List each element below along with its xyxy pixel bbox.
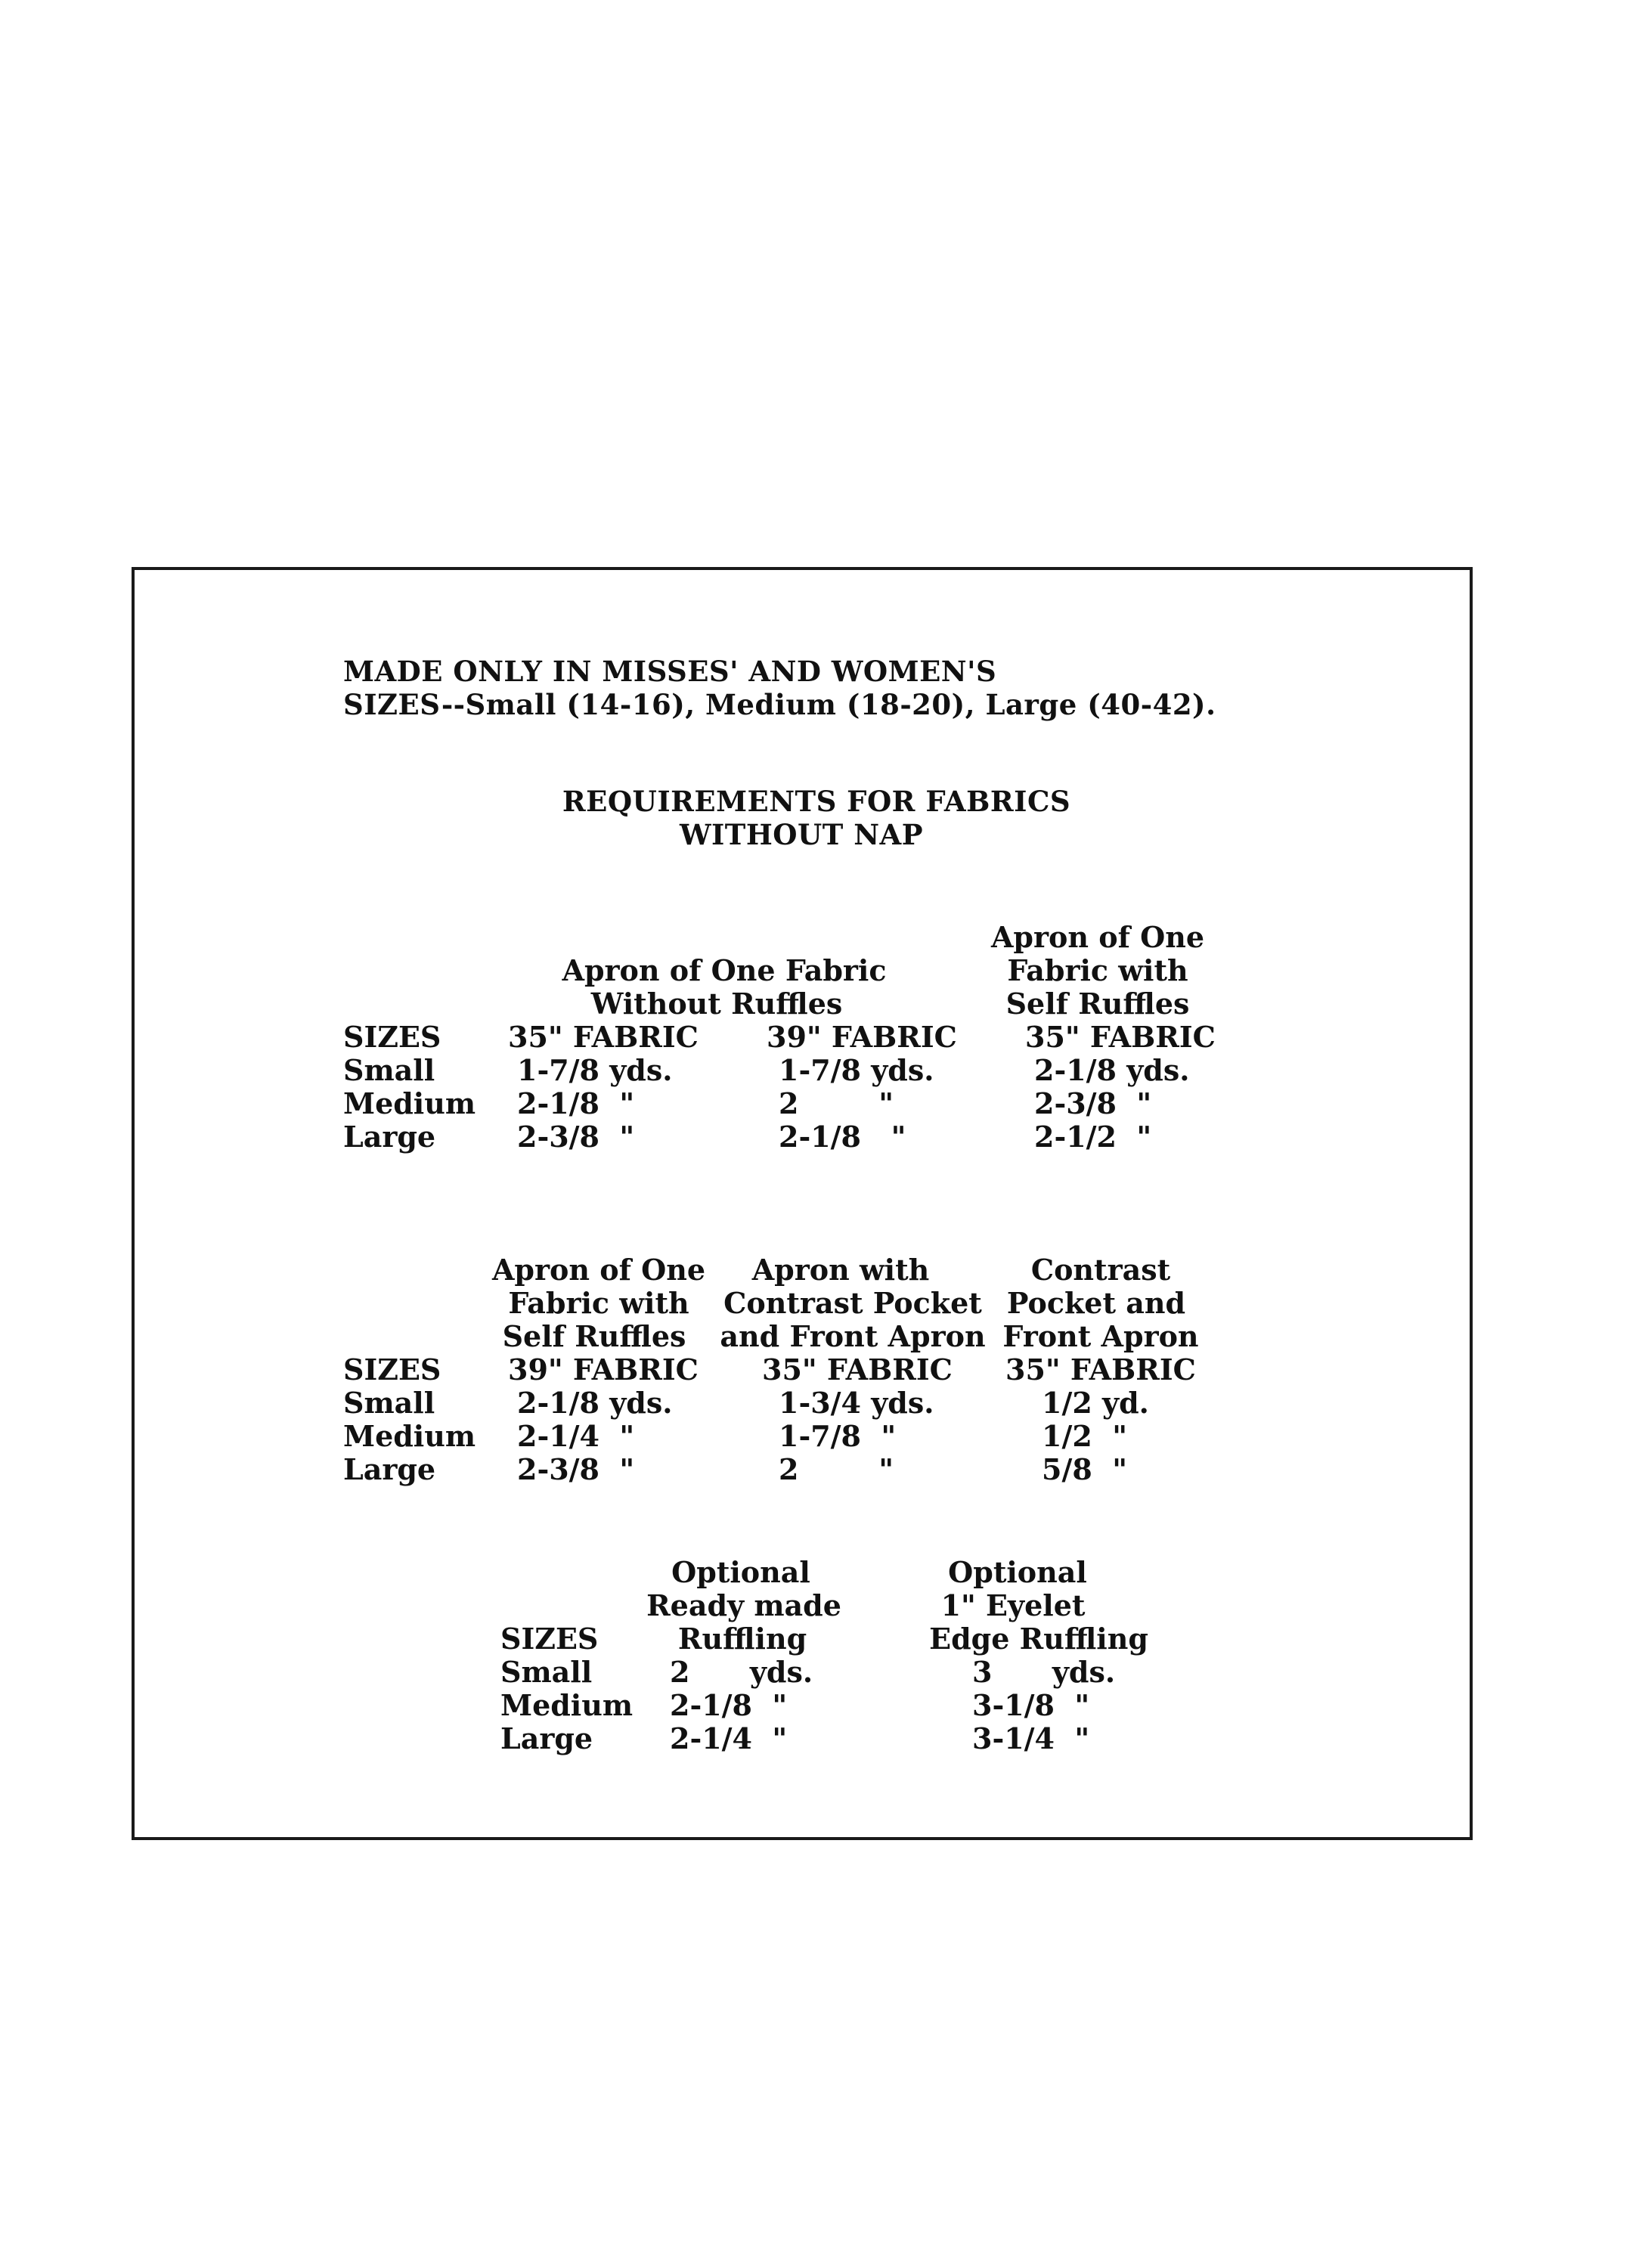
table3-cell: 2 yds.: [670, 1655, 813, 1689]
table1-cell: 2-1/8 ": [517, 1086, 635, 1120]
table2-cell: 1-3/4 yds.: [779, 1386, 934, 1420]
table3-row-label: Large: [500, 1721, 593, 1755]
table1-row-label: Small: [343, 1053, 435, 1087]
table3-row-label: Medium: [500, 1688, 634, 1722]
table3-col2-heading-3: Edge Ruffling: [929, 1622, 1148, 1656]
table1-cell: 1-7/8 yds.: [779, 1053, 934, 1087]
table2-cell: 2-3/8 ": [517, 1452, 635, 1486]
table3-cell: 3-1/4 ": [972, 1721, 1090, 1755]
table1-col3-heading-1: Apron of One: [990, 920, 1205, 954]
table2-col2-width: 35" FABRIC: [762, 1352, 953, 1387]
table1-sizes-label: SIZES: [343, 1020, 441, 1054]
table1-cell: 2-3/8 ": [517, 1120, 635, 1154]
table2-cell: 2-1/8 yds.: [517, 1386, 673, 1420]
table3-cell: 2-1/8 ": [670, 1688, 788, 1722]
table3-col2-heading-1: Optional: [948, 1555, 1087, 1589]
table3-cell: 2-1/4 ": [670, 1721, 788, 1755]
intro-line-1: MADE ONLY IN MISSES' AND WOMEN'S: [343, 655, 997, 688]
table1-col3-heading-2: Fabric with: [1007, 953, 1188, 987]
table1-row-label: Large: [343, 1120, 436, 1154]
title-line-2: WITHOUT NAP: [679, 818, 924, 851]
table2-col1-heading-3: Self Ruffles: [502, 1319, 686, 1353]
table1-cell: 2-1/2 ": [1034, 1120, 1152, 1154]
table1-cell: 1-7/8 yds.: [517, 1053, 673, 1087]
table1-cell: 2 ": [779, 1086, 894, 1120]
table2-row-label: Large: [343, 1452, 436, 1486]
table1-group-heading-2: Without Ruffles: [590, 987, 843, 1021]
intro-line-2: SIZES--Small (14-16), Medium (18-20), Large (40-42).: [343, 688, 1216, 721]
table2-col3-heading-2: Pocket and: [1006, 1286, 1186, 1320]
table1-cell: 2-3/8 ": [1034, 1086, 1152, 1120]
table2-cell: 2 ": [779, 1452, 894, 1486]
table3-cell: 3-1/8 ": [972, 1688, 1090, 1722]
table3-cell: 3 yds.: [972, 1655, 1116, 1689]
table2-col2-heading-1: Apron with: [751, 1253, 930, 1287]
title-line-1: REQUIREMENTS FOR FABRICS: [562, 785, 1071, 818]
table2-col2-heading-2: Contrast Pocket: [723, 1286, 982, 1320]
table3-row-label: Small: [500, 1655, 593, 1689]
table2-cell: 2-1/4 ": [517, 1419, 635, 1453]
table2-col1-heading-2: Fabric with: [508, 1286, 689, 1320]
table1-col1-width: 35" FABRIC: [508, 1020, 699, 1054]
table2-col3-width: 35" FABRIC: [1005, 1352, 1196, 1387]
table1-cell: 2-1/8 ": [779, 1120, 906, 1154]
table2-cell: 5/8 ": [1042, 1452, 1128, 1486]
table1-cell: 2-1/8 yds.: [1034, 1053, 1190, 1087]
table2-col3-heading-1: Contrast: [1030, 1253, 1171, 1287]
table2-cell: 1-7/8 ": [779, 1419, 897, 1453]
table2-row-label: Medium: [343, 1419, 476, 1453]
table3-col1-heading-1: Optional: [671, 1555, 810, 1589]
table1-group-heading-1: Apron of One Fabric: [562, 953, 887, 987]
table3-col1-heading-2: Ready made: [646, 1588, 841, 1622]
table2-col1-width: 39" FABRIC: [508, 1352, 699, 1387]
table2-col3-heading-3: Front Apron: [1002, 1319, 1199, 1353]
table2-col2-heading-3: and Front Apron: [720, 1319, 986, 1353]
table2-cell: 1/2 yd.: [1042, 1386, 1149, 1420]
table3-col2-heading-2: 1" Eyelet: [940, 1588, 1086, 1622]
table3-col1-heading-3: Ruffling: [677, 1622, 807, 1656]
table2-cell: 1/2 ": [1042, 1419, 1128, 1453]
table2-row-label: Small: [343, 1386, 435, 1420]
table1-col2-width: 39" FABRIC: [767, 1020, 957, 1054]
table2-col1-heading-1: Apron of One: [491, 1253, 706, 1287]
table1-row-label: Medium: [343, 1086, 476, 1120]
table3-sizes-label: SIZES: [500, 1622, 599, 1656]
table2-sizes-label: SIZES: [343, 1352, 441, 1387]
table1-col3-heading-3: Self Ruffles: [1005, 987, 1190, 1021]
table1-col3-width: 35" FABRIC: [1025, 1020, 1216, 1054]
